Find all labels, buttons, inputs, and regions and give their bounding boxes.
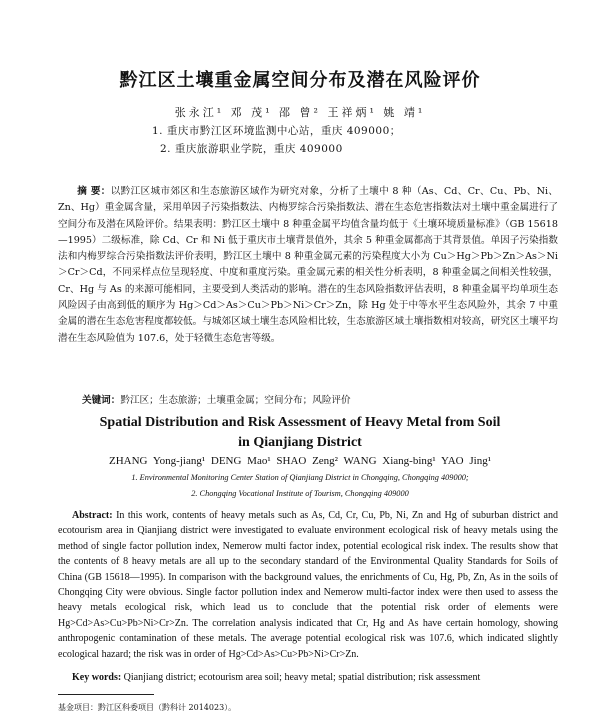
chinese-authors: 张永江¹ 邓 茂¹ 邵 曾² 王祥炳¹ 姚 靖¹	[174, 106, 426, 119]
chinese-keywords	[82, 392, 351, 406]
english-abstract-label: Abstract:	[72, 510, 113, 521]
english-authors: ZHANG Yong-jiang¹ DENG Mao¹ SHAO Zeng² WANG Xiang-bing¹ YAO Jing¹	[108, 455, 492, 467]
english-title-line-1: Spatial Distribution and Risk Assessment of Heavy Metal from Soil	[99, 415, 501, 430]
chinese-affiliation-1: 1. 重庆市黔江区环境监测中心站，重庆 409000；	[152, 125, 401, 137]
english-abstract	[58, 508, 558, 662]
chinese-keywords-label: 关键词：	[82, 395, 121, 406]
chinese-title: 黔江区土壤重金属空间分布及潜在风险评价	[119, 70, 481, 91]
chinese-abstract-text: 以黔江区城市郊区和生态旅游区域作为研究对象，分析了土壤中 8 种（As、Cd、Cr、Cu、Pb、Ni、Zn、Hg）重金属含量，采用单因子污染指数法、内梅罗综合污染指数法、潜在生态危害指数法对土壤中重金属进行了空间分布及潜在风险评价。结果表明：黔江区土壤中 8 种重金属平均值含量均低于《土壤环境质量标准》（GB 15618—1995）二级标准，除 Cd、Cr 和 Ni 低于重庆市土壤背景值外，其余 5 种重金属都高于其背景值。单因子污染指数法和内梅罗综合污染指数法评价表明，黔江区土壤中 8 种重金属元素的污染程度大小为 Cu＞Hg＞Pb＞Zn＞As＞Ni＞Cr＞Cd，不同采样点位呈现轻度、中度和重度污染。重金属元素的相关性分析表明，8 种重金属之间相关性较强，Cr、Hg 与 As 的来源可能相同，主要受到人类活动的影响。潜在的生态风险指数评估表明，8 种重金属平均单项生态风险因子由高到低的顺序为 Hg＞Cd＞As＞Cu＞Pb＞Ni＞Cr＞Zn，除 Hg 处于中等水平生态风险外，其余 7 中重金属的潜在生态危害程度都较低。与城郊区域土壤生态风险相比较，生态旅游区域土壤指数相对较高，研究区土壤平均潜在生态风险值为 107.6，处于轻微生态危害等级。	[58, 186, 559, 344]
english-affiliation-1: 1. Environmental Monitoring Center Station of Qianjiang District in Chongqing, Chongqing 409000;	[131, 473, 469, 482]
english-abstract-text: In this work, contents of heavy metals such as As, Cd, Cr, Cu, Pb, Ni, Zn and Hg of suburban district and ecotourism area in Qianjiang district were investigated to evaluate environment ecological risk of heavy metals using the method of single factor pollution index, Nemerow multi factor index, potential ecological risk index. The results show that the contents of 8 heavy metals are all up to the secondary standard of the Environmental Quality Standards for Soils of China (GB 15618—1995). In comparison with the background values, the enrichments of Cu, Hg, Pb, Zn, As in the soils of Chongqing City were obvious. Single factor pollution index and Nemerow multi-factor index were then used to assess the heavy metals ecological risk, which lead us to conclude that the potential risk order of elements were Hg>Cd>As>Cu>Pb>Ni>Cr>Zn. The correlation analysis indicated that Cr, Hg and As have certain homology, showing anthropogenic contamination of these metals. The average potential ecological risk was 107.6, which indicated slightly ecological hazard; the risk was in order of Hg>Cd>As>Cu>Pb>Ni>Cr>Zn.	[58, 510, 558, 660]
english-title-line-2: in Qianjiang District	[238, 435, 362, 450]
english-title	[0, 413, 600, 453]
chinese-abstract	[58, 184, 558, 347]
chinese-affiliation-2: 2. 重庆旅游职业学院，重庆 409000	[160, 143, 343, 155]
english-affiliation-2: 2. Chongqing Vocational Institute of Tourism, Chongqing 409000	[191, 489, 409, 498]
english-keywords-label: Key words:	[72, 672, 122, 683]
chinese-keywords-text: 黔江区；生态旅游；土壤重金属；空间分布；风险评价	[120, 395, 351, 406]
english-keywords-text: Qianjiang district; ecotourism area soil; heavy metal; spatial distribution; risk assessment	[123, 672, 481, 683]
chinese-abstract-label: 摘 要：	[77, 186, 111, 197]
english-keywords	[58, 670, 558, 685]
funding-footnote: 基金项目：黔江区科委项目（黔科计 2014023）。	[58, 703, 237, 712]
footnote-divider	[58, 694, 154, 695]
